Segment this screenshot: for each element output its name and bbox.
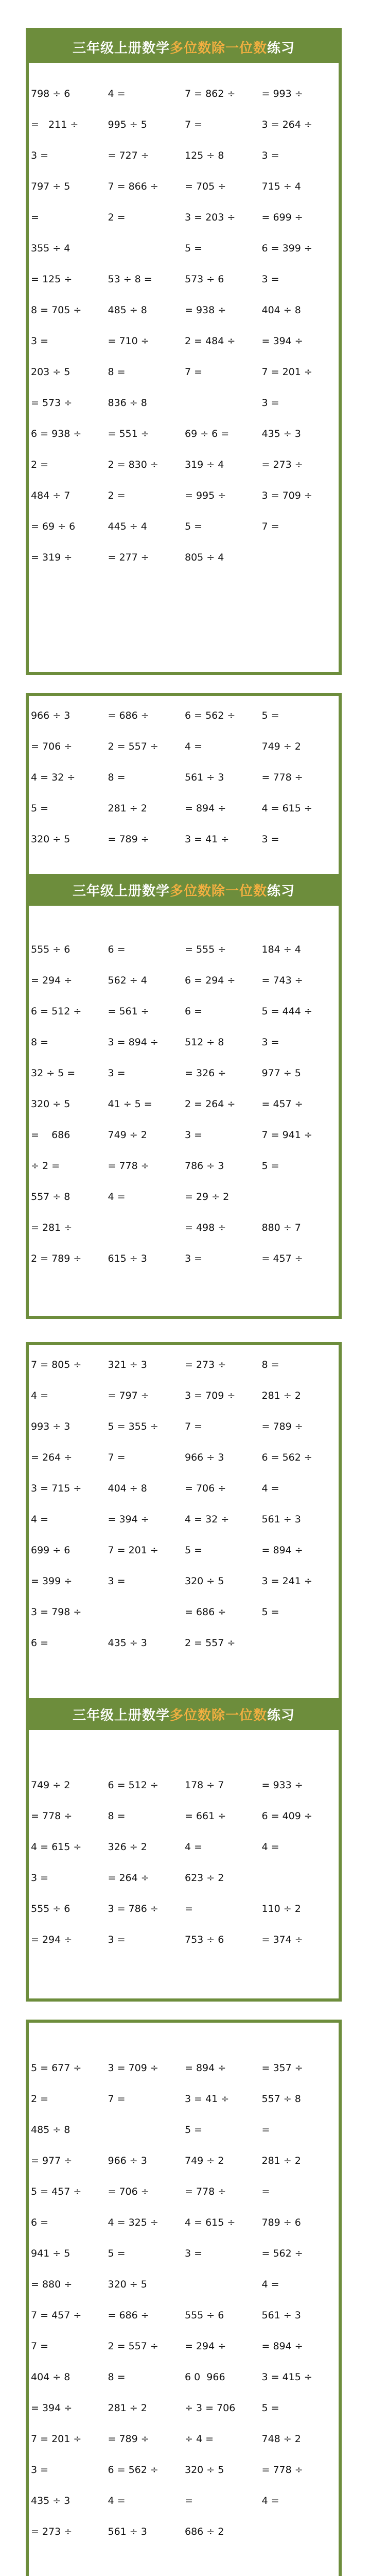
problem-cell: 485 ÷ 8 <box>108 304 147 316</box>
problem-cell: 6 = 294 ÷ <box>185 975 236 986</box>
problem-cell: 880 ÷ 7 <box>261 1222 301 1233</box>
problem-cell: = 933 ÷ <box>261 1780 303 1791</box>
problem-cell: = 264 ÷ <box>31 1452 73 1463</box>
problem-cell: 4 = <box>185 741 203 752</box>
problem-cell: 7 = <box>185 366 203 378</box>
problem-cell: 3 = 41 ÷ <box>185 2093 230 2105</box>
problem-cell: 3 = <box>108 1934 126 1945</box>
problem-cell: = 686 ÷ <box>108 710 149 721</box>
problem-cell: 3 = 798 ÷ <box>31 1606 82 1618</box>
problem-cell: 5 = 457 ÷ <box>31 2186 82 2197</box>
problem-cell: = 778 ÷ <box>261 772 303 783</box>
problem-cell: 7 = <box>185 1421 203 1432</box>
worksheet-title <box>29 874 339 906</box>
problem-cell: 2 = 484 ÷ <box>185 335 236 347</box>
problem-cell: 561 ÷ 3 <box>185 772 224 783</box>
problem-cell: = 706 ÷ <box>108 2186 149 2197</box>
problem-cell: = <box>185 1903 193 1914</box>
problem-cell: 4 = <box>261 2495 279 2506</box>
problem-cell: 789 ÷ 6 <box>261 2217 301 2228</box>
problem-cell: 435 ÷ 3 <box>31 2495 71 2506</box>
problem-cell: = 374 ÷ <box>261 1934 303 1945</box>
problem-cell: 2 = <box>31 2093 49 2105</box>
problem-cell <box>262 542 339 573</box>
problem-cell: 7 = <box>185 119 203 130</box>
problem-cell: = 273 ÷ <box>261 459 303 470</box>
problem-cell: 5 = <box>31 803 49 814</box>
problem-cell: 326 ÷ 2 <box>108 1841 147 1853</box>
problem-cell: 6 = 512 ÷ <box>108 1780 158 1791</box>
problem-cell: 7 = <box>108 1452 126 1463</box>
problem-cell: 4 = 615 ÷ <box>185 2217 236 2228</box>
problem-cell: 749 ÷ 2 <box>261 741 301 752</box>
title-part2: 多位数除一位数 <box>169 1707 267 1723</box>
problem-cell: = 294 ÷ <box>31 975 73 986</box>
problem-cell: 321 ÷ 3 <box>108 1359 147 1370</box>
problem-cell: 3 = 241 ÷ <box>261 1575 312 1587</box>
problem-cell: 4 = 615 ÷ <box>261 803 312 814</box>
problem-cell: 749 ÷ 2 <box>31 1780 71 1791</box>
problem-cell: = 938 ÷ <box>185 304 226 316</box>
problem-cell: = 555 ÷ <box>185 944 226 955</box>
problem-cell: = 894 ÷ <box>185 803 226 814</box>
problem-cell: 3 = <box>185 1129 203 1141</box>
problem-cell: 8 = <box>108 366 126 378</box>
problem-cell: 3 = <box>261 834 279 845</box>
problem-cell: 7 = 866 ÷ <box>108 181 158 192</box>
problem-cell: 3 = 415 ÷ <box>261 2371 312 2383</box>
problem-cell: 8 = <box>108 772 126 783</box>
problem-cell: 281 ÷ 2 <box>108 803 147 814</box>
problem-cell: = 277 ÷ <box>108 552 149 563</box>
problem-cell: 753 ÷ 6 <box>185 1934 224 1945</box>
problem-cell: 6 = <box>31 2217 49 2228</box>
problem-cell: 749 ÷ 2 <box>185 2155 224 2166</box>
problem-cell: 7 = 941 ÷ <box>261 1129 312 1141</box>
problem-cell: 797 ÷ 5 <box>31 181 71 192</box>
problem-cell <box>108 233 185 264</box>
title-part3: 练习 <box>267 40 295 56</box>
problem-grid <box>29 78 339 573</box>
problem-cell: 4 = <box>261 1841 279 1853</box>
problem-cell: 555 ÷ 6 <box>185 2310 224 2321</box>
problem-cell <box>262 1628 339 1658</box>
problem-cell: 404 ÷ 8 <box>108 1483 147 1494</box>
problem-cell: 2 = 264 ÷ <box>185 1098 236 1110</box>
problem-cell: 3 = 264 ÷ <box>261 119 312 130</box>
problem-cell: 6 = 399 ÷ <box>261 243 312 254</box>
problem-cell: = 705 ÷ <box>185 181 226 192</box>
problem-cell: 977 ÷ 5 <box>261 1067 301 1079</box>
problem-cell: = 993 ÷ <box>261 88 303 99</box>
problem-cell: 7 = 201 ÷ <box>31 2433 82 2445</box>
problem-cell: = 562 ÷ <box>261 2248 303 2259</box>
problem-cell: = 778 ÷ <box>31 1810 73 1822</box>
problem-cell: 941 ÷ 5 <box>31 2248 71 2259</box>
problem-cell: = 294 ÷ <box>185 2341 226 2352</box>
worksheet-panel-1 <box>26 28 342 675</box>
problem-cell: 786 ÷ 3 <box>185 1160 224 1172</box>
problem-cell: 2 = 557 ÷ <box>185 1637 236 1649</box>
problem-cell: 836 ÷ 8 <box>108 397 147 409</box>
problem-cell: 3 = 709 ÷ <box>261 490 312 501</box>
problem-cell: 561 ÷ 3 <box>261 1514 301 1525</box>
problem-cell: 5 = 355 ÷ <box>108 1421 158 1432</box>
problem-cell: = 357 ÷ <box>261 2062 303 2074</box>
problem-cell: 555 ÷ 6 <box>31 944 71 955</box>
problem-cell: 6 = <box>108 944 126 955</box>
problem-cell: 320 ÷ 5 <box>108 2279 147 2290</box>
problem-cell: 7 = <box>31 2341 49 2352</box>
problem-cell: 435 ÷ 3 <box>261 428 301 439</box>
problem-cell: 53 ÷ 8 = <box>108 274 152 285</box>
problem-cell: = 789 ÷ <box>261 1421 303 1432</box>
title-part2: 多位数除一位数 <box>169 40 267 56</box>
problem-cell: 178 ÷ 7 <box>185 1780 224 1791</box>
problem-cell <box>262 1862 339 1893</box>
problem-cell <box>262 2516 339 2547</box>
problem-cell: = 561 ÷ <box>108 1006 149 1017</box>
problem-cell: 4 = 32 ÷ <box>31 772 76 783</box>
problem-cell: 32 ÷ 5 = <box>31 1067 76 1079</box>
problem-cell <box>108 1597 185 1628</box>
problem-cell: 2 = 830 ÷ <box>108 459 158 470</box>
problem-cell: 6 = 562 ÷ <box>261 1452 312 1463</box>
problem-cell: 966 ÷ 3 <box>108 2155 147 2166</box>
problem-cell: = 789 ÷ <box>108 834 149 845</box>
problem-cell: 748 ÷ 2 <box>261 2433 301 2445</box>
problem-cell: 6 = 409 ÷ <box>261 1810 312 1822</box>
problem-cell: = 880 ÷ <box>31 2279 73 2290</box>
problem-cell: = 294 ÷ <box>31 1934 73 1945</box>
problem-cell: = 394 ÷ <box>261 335 303 347</box>
problem-cell: = <box>31 212 39 223</box>
problem-cell: = 125 ÷ <box>31 274 73 285</box>
problem-cell: 4 = <box>108 2495 126 2506</box>
problem-cell: 484 ÷ 7 <box>31 490 71 501</box>
problem-cell: 4 = <box>185 1841 203 1853</box>
problem-cell: = 394 ÷ <box>31 2402 73 2414</box>
problem-cell: 3 = 894 ÷ <box>108 1037 158 1048</box>
problem-cell: 4 = 32 ÷ <box>185 1514 230 1525</box>
problem-cell: 4 = <box>261 1483 279 1494</box>
title-part3: 练习 <box>267 883 295 899</box>
problem-cell: = 273 ÷ <box>31 2526 73 2537</box>
problem-cell: 966 ÷ 3 <box>185 1452 224 1463</box>
problem-cell: 4 = 615 ÷ <box>31 1841 82 1853</box>
problem-cell: = 894 ÷ <box>185 2062 226 2074</box>
problem-cell: 7 = 862 ÷ <box>185 88 236 99</box>
problem-cell: 5 = <box>261 2402 279 2414</box>
problem-cell: 445 ÷ 4 <box>108 521 147 532</box>
problem-cell <box>108 2114 185 2145</box>
problem-cell: 557 ÷ 8 <box>31 1191 71 1202</box>
problem-cell: 6 = 938 ÷ <box>31 428 82 439</box>
problem-cell: 2 = 557 ÷ <box>108 2341 158 2352</box>
problem-cell: 7 = 805 ÷ <box>31 1359 82 1370</box>
problem-cell: = 797 ÷ <box>108 1390 149 1401</box>
problem-cell <box>185 387 262 418</box>
problem-cell: 686 ÷ 2 <box>185 2526 224 2537</box>
problem-cell: ÷ 3 = 706 <box>185 2402 236 2414</box>
problem-cell: 5 = <box>261 1160 279 1172</box>
problem-cell: = 573 ÷ <box>31 397 73 409</box>
problem-cell: 184 ÷ 4 <box>261 944 301 955</box>
problem-cell: 3 = <box>31 150 49 161</box>
problem-cell: = 743 ÷ <box>261 975 303 986</box>
problem-cell: 485 ÷ 8 <box>31 2124 71 2136</box>
problem-cell: 8 = 705 ÷ <box>31 304 82 316</box>
title-part1: 三年级上册数学 <box>72 40 170 56</box>
problem-cell: 3 = <box>261 397 279 409</box>
problem-cell: 110 ÷ 2 <box>261 1903 301 1914</box>
problem-cell: 7 = <box>108 2093 126 2105</box>
title-part1: 三年级上册数学 <box>72 1707 170 1723</box>
problem-cell: = 273 ÷ <box>185 1359 226 1370</box>
problem-cell: 3 = <box>108 1575 126 1587</box>
problem-cell: 6 = <box>31 1637 49 1649</box>
problem-cell: 4 = <box>31 1514 49 1525</box>
problem-cell: 3 = 41 ÷ <box>185 834 230 845</box>
problem-cell: 3 = <box>261 1037 279 1048</box>
problem-cell: = 706 ÷ <box>185 1483 226 1494</box>
problem-cell: 404 ÷ 8 <box>261 304 301 316</box>
problem-cell: = <box>185 2495 193 2506</box>
problem-cell: = 894 ÷ <box>261 2341 303 2352</box>
problem-cell: 281 ÷ 2 <box>261 1390 301 1401</box>
problem-cell: 8 = <box>31 1037 49 1048</box>
problem-cell: 435 ÷ 3 <box>108 1637 147 1649</box>
problem-cell: 4 = <box>108 88 126 99</box>
problem-cell: 320 ÷ 5 <box>31 1098 71 1110</box>
problem-cell: 6 = 562 ÷ <box>185 710 236 721</box>
title-part2: 多位数除一位数 <box>169 883 267 899</box>
problem-cell: ÷ 4 = <box>185 2433 214 2445</box>
problem-cell: 699 ÷ 6 <box>31 1545 71 1556</box>
problem-cell: 3 = <box>31 335 49 347</box>
problem-grid <box>29 700 339 855</box>
problem-cell: 320 ÷ 5 <box>185 1575 224 1587</box>
problem-cell: 4 = <box>261 2279 279 2290</box>
problem-cell: 2 = <box>108 212 126 223</box>
problem-cell: 6 = 562 ÷ <box>108 2464 158 2476</box>
problem-cell: 966 ÷ 3 <box>31 710 71 721</box>
problem-cell: 5 = <box>185 521 203 532</box>
problem-cell: 404 ÷ 8 <box>31 2371 71 2383</box>
problem-cell: 805 ÷ 4 <box>185 552 224 563</box>
problem-cell <box>262 1181 339 1212</box>
problem-cell: 3 = 786 ÷ <box>108 1903 158 1914</box>
problem-cell: 355 ÷ 4 <box>31 243 71 254</box>
problem-cell: = 778 ÷ <box>261 2464 303 2476</box>
problem-cell: 993 ÷ 3 <box>31 1421 71 1432</box>
problem-cell: = 457 ÷ <box>261 1098 303 1110</box>
problem-cell: 203 ÷ 5 <box>31 366 71 378</box>
problem-cell <box>185 2269 262 2300</box>
problem-cell: = 778 ÷ <box>185 2186 226 2197</box>
problem-cell: 3 = <box>31 2464 49 2476</box>
problem-cell: 573 ÷ 6 <box>185 274 224 285</box>
worksheet-title <box>29 1698 339 1730</box>
worksheet-title <box>29 31 339 63</box>
problem-cell: 5 = <box>261 1606 279 1618</box>
problem-cell: 561 ÷ 3 <box>108 2526 147 2537</box>
problem-cell: 555 ÷ 6 <box>31 1903 71 1914</box>
problem-cell: 320 ÷ 5 <box>185 2464 224 2476</box>
problem-cell: 319 ÷ 4 <box>185 459 224 470</box>
problem-cell: 6 = <box>185 1006 203 1017</box>
problem-cell: = 281 ÷ <box>31 1222 73 1233</box>
problem-cell: 749 ÷ 2 <box>108 1129 147 1141</box>
problem-cell: 8 = <box>108 1810 126 1822</box>
problem-cell: = 69 ÷ 6 <box>31 521 76 532</box>
problem-cell: 2 = <box>31 459 49 470</box>
problem-cell: = 457 ÷ <box>261 1253 303 1264</box>
problem-cell: = 326 ÷ <box>185 1067 226 1079</box>
problem-cell: 281 ÷ 2 <box>108 2402 147 2414</box>
problem-cell: = 710 ÷ <box>108 335 149 347</box>
problem-cell: 3 = <box>31 1872 49 1884</box>
problem-cell: 6 0 966 <box>185 2371 225 2383</box>
problem-cell: = 661 ÷ <box>185 1810 226 1822</box>
problem-cell: = 498 ÷ <box>185 1222 226 1233</box>
problem-cell: 623 ÷ 2 <box>185 1872 224 1884</box>
problem-cell: = <box>261 2186 270 2197</box>
problem-cell: 561 ÷ 3 <box>261 2310 301 2321</box>
problem-cell: = 686 <box>31 1129 71 1141</box>
problem-cell: 41 ÷ 5 = <box>108 1098 152 1110</box>
problem-cell: = 706 ÷ <box>31 741 73 752</box>
worksheet-panel-2 <box>26 693 342 1319</box>
problem-cell: 4 = <box>108 1191 126 1202</box>
problem-grid <box>29 1349 339 1658</box>
problem-cell: 5 = <box>108 2248 126 2259</box>
worksheet-panel-3 <box>26 1342 342 2002</box>
problem-cell: 7 = 201 ÷ <box>261 366 312 378</box>
problem-cell <box>108 1212 185 1243</box>
problem-cell: 2 = <box>108 490 126 501</box>
problem-cell: = 977 ÷ <box>31 2155 73 2166</box>
problem-cell: 7 = 201 ÷ <box>108 1545 158 1556</box>
problem-cell: 2 = 789 ÷ <box>31 1253 82 1264</box>
problem-cell: 4 = <box>31 1390 49 1401</box>
problem-cell: 3 = 715 ÷ <box>31 1483 82 1494</box>
problem-cell: = 399 ÷ <box>31 1575 73 1587</box>
title-part3: 练习 <box>267 1707 295 1723</box>
problem-cell: 7 = 457 ÷ <box>31 2310 82 2321</box>
problem-cell: = 727 ÷ <box>108 150 149 161</box>
problem-cell: 3 = <box>185 1253 203 1264</box>
problem-cell: 557 ÷ 8 <box>261 2093 301 2105</box>
problem-cell: 3 = <box>261 150 279 161</box>
problem-cell: = 789 ÷ <box>108 2433 149 2445</box>
problem-cell: 5 = <box>185 2124 203 2136</box>
problem-cell: 5 = 444 ÷ <box>261 1006 312 1017</box>
problem-cell: 615 ÷ 3 <box>108 1253 147 1264</box>
problem-cell: = 551 ÷ <box>108 428 149 439</box>
problem-cell: = 264 ÷ <box>108 1872 149 1884</box>
problem-cell: = <box>261 2124 270 2136</box>
problem-cell: = 894 ÷ <box>261 1545 303 1556</box>
problem-cell: = 995 ÷ <box>185 490 226 501</box>
problem-grid <box>29 1770 339 1955</box>
title-part1: 三年级上册数学 <box>72 883 170 899</box>
problem-cell: = 29 ÷ 2 <box>185 1191 230 1202</box>
problem-cell: = 211 ÷ <box>31 119 79 130</box>
problem-cell: 3 = <box>261 274 279 285</box>
problem-cell: = 686 ÷ <box>108 2310 149 2321</box>
problem-cell: = 686 ÷ <box>185 1606 226 1618</box>
problem-cell: 3 = 203 ÷ <box>185 212 236 223</box>
problem-cell: 3 = 709 ÷ <box>185 1390 236 1401</box>
problem-cell: = 699 ÷ <box>261 212 303 223</box>
problem-cell: 281 ÷ 2 <box>261 2155 301 2166</box>
problem-cell: = 394 ÷ <box>108 1514 149 1525</box>
problem-cell: = 319 ÷ <box>31 552 73 563</box>
problem-cell: 562 ÷ 4 <box>108 975 147 986</box>
problem-cell: 320 ÷ 5 <box>31 834 71 845</box>
problem-cell: 4 = 325 ÷ <box>108 2217 158 2228</box>
problem-cell: 8 = <box>108 2371 126 2383</box>
problem-grid <box>29 934 339 1274</box>
problem-cell: 3 = <box>108 1067 126 1079</box>
problem-cell: 3 = 709 ÷ <box>108 2062 158 2074</box>
problem-cell: 7 = <box>261 521 279 532</box>
problem-cell: 995 ÷ 5 <box>108 119 147 130</box>
problem-cell: 512 ÷ 8 <box>185 1037 224 1048</box>
problem-cell: 125 ÷ 8 <box>185 150 224 161</box>
problem-cell: 798 ÷ 6 <box>31 88 71 99</box>
problem-cell: ÷ 2 = <box>31 1160 60 1172</box>
problem-cell: 715 ÷ 4 <box>261 181 301 192</box>
problem-cell: 5 = 677 ÷ <box>31 2062 82 2074</box>
problem-cell: 6 = 512 ÷ <box>31 1006 82 1017</box>
problem-cell: 5 = <box>261 710 279 721</box>
problem-grid <box>29 2053 339 2547</box>
problem-cell: 8 = <box>261 1359 279 1370</box>
worksheet-panel-4 <box>26 2020 342 2576</box>
problem-cell: 69 ÷ 6 = <box>185 428 230 439</box>
problem-cell: 5 = <box>185 1545 203 1556</box>
problem-cell: 5 = <box>185 243 203 254</box>
problem-cell: 2 = 557 ÷ <box>108 741 158 752</box>
problem-cell: 3 = <box>185 2248 203 2259</box>
problem-cell: = 778 ÷ <box>108 1160 149 1172</box>
